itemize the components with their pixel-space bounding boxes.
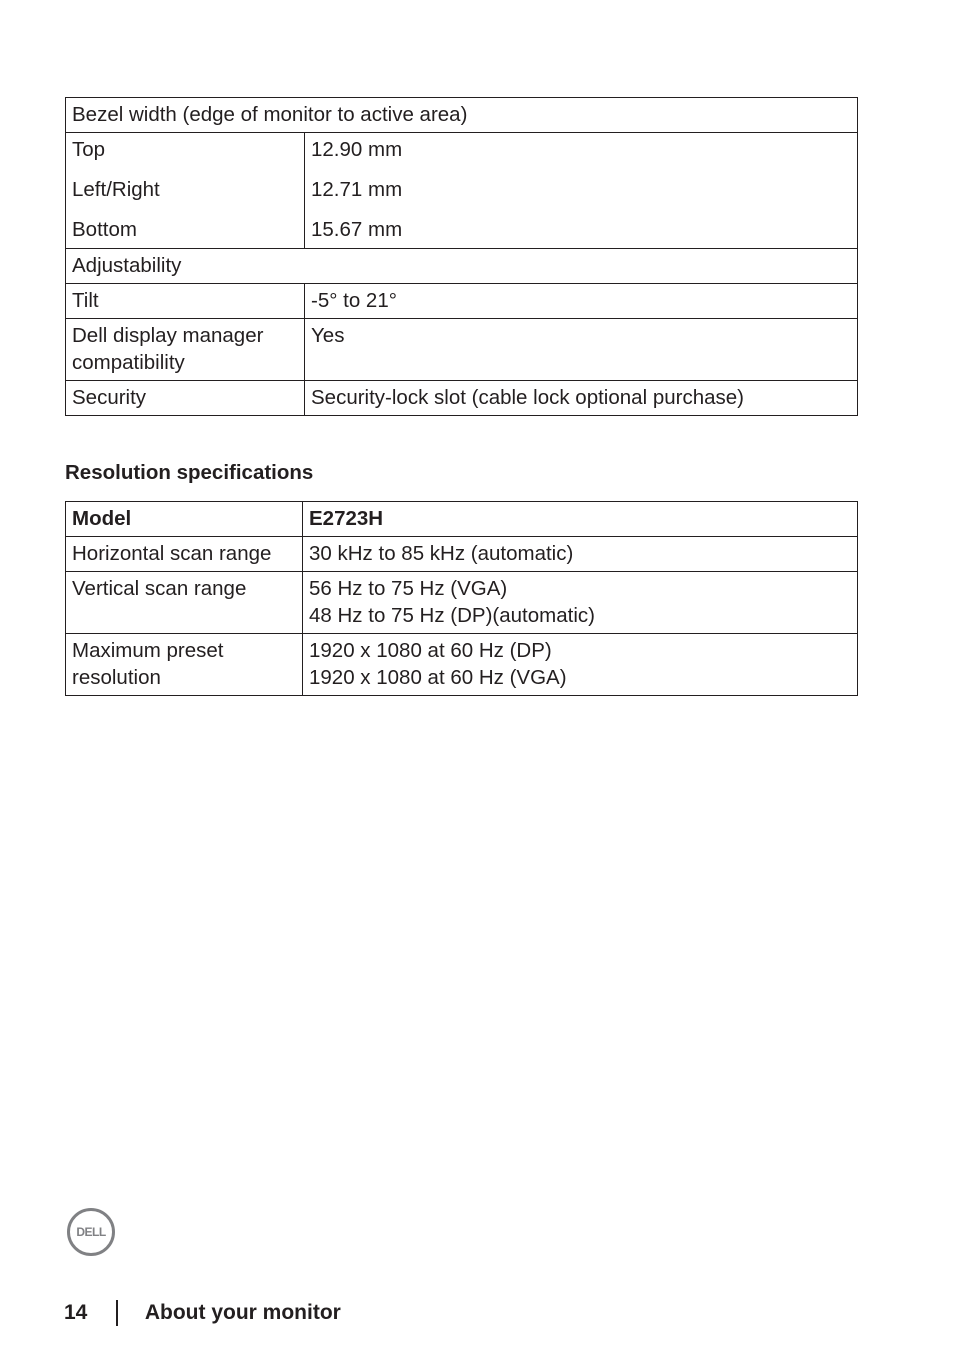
ddm-label-line2: compatibility [72,351,185,374]
security-value: Security-lock slot (cable lock optional purchase) [305,381,858,416]
model-row [66,502,858,537]
tilt-value: -5° to 21° [305,284,858,319]
ddm-row [66,319,858,381]
vertical-value-cell [303,572,858,634]
bezel-top-label: Top [72,138,106,161]
ddm-value: Yes [305,319,858,381]
model-label: Model [66,502,303,537]
vertical-value-line2: 48 Hz to 75 Hz (DP)(automatic) [309,604,595,627]
resolution-spec-table [65,501,858,696]
bezel-header: Bezel width (edge of monitor to active area) [66,98,858,133]
vertical-row [66,572,858,634]
bezel-values-cell [305,133,858,249]
adjustability-header: Adjustability [66,249,858,284]
horizontal-value: 30 kHz to 85 kHz (automatic) [303,537,858,572]
footer-divider [116,1300,118,1326]
page-number: 14 [64,1301,88,1324]
horizontal-row [66,537,858,572]
tilt-row [66,284,858,319]
bezel-top-value: 12.90 mm [311,138,403,161]
bezel-labels-cell [66,133,305,249]
security-label: Security [66,381,305,416]
dell-logo [66,1207,116,1257]
max-res-value-cell [303,634,858,696]
vertical-value-line1: 56 Hz to 75 Hz (VGA) [309,577,508,600]
dell-logo-icon [66,1207,116,1257]
bezel-leftright-value: 12.71 mm [311,178,403,201]
ddm-label-cell [66,319,305,381]
bezel-group-row [66,133,858,249]
bezel-spec-table [65,97,858,416]
max-res-label-cell [66,634,303,696]
footer-title: About your monitor [144,1301,341,1324]
horizontal-label: Horizontal scan range [66,537,303,572]
ddm-label-line1: Dell display manager [72,324,264,347]
max-res-value-line2: 1920 x 1080 at 60 Hz (VGA) [309,666,567,689]
model-value: E2723H [303,502,858,537]
bezel-leftright-label: Left/Right [72,178,160,201]
max-res-label-line1: Maximum preset [72,639,224,662]
page-footer [64,1298,341,1328]
adjustability-row [66,249,858,284]
max-res-label-line2: resolution [72,666,161,689]
bezel-bottom-label: Bottom [72,218,137,241]
max-res-row [66,634,858,696]
bezel-bottom-value: 15.67 mm [311,218,403,241]
tilt-label: Tilt [66,284,305,319]
bezel-header-row [66,98,858,133]
resolution-heading: Resolution specifications [65,461,314,484]
max-res-value-line1: 1920 x 1080 at 60 Hz (DP) [309,639,552,662]
security-row [66,381,858,416]
vertical-label: Vertical scan range [66,572,303,634]
dell-logo-text: DELL [76,1225,106,1239]
